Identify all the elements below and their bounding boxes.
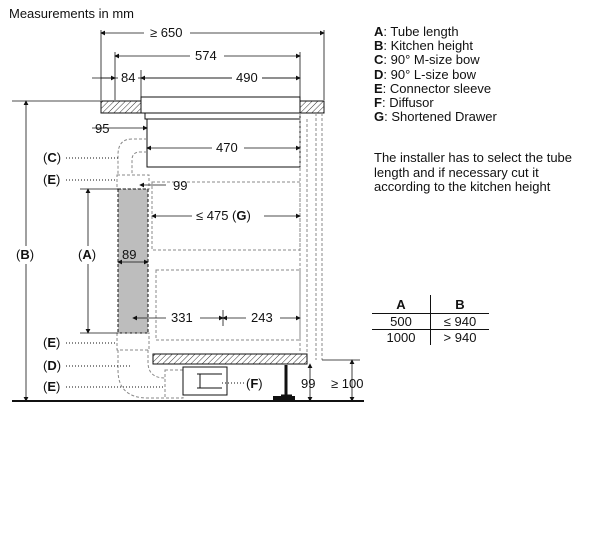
- table-header-a: A: [372, 295, 431, 314]
- svg-text:≤ 475 (G): ≤ 475 (G): [196, 208, 251, 223]
- svg-text:(C): (C): [43, 150, 62, 165]
- label-c: C: [47, 150, 57, 165]
- label-e-top: E: [47, 172, 57, 187]
- table-cell: 500: [372, 314, 431, 330]
- label-d: D: [47, 358, 57, 373]
- table-header-b: B: [431, 295, 490, 314]
- svg-text:(E): (E): [43, 335, 61, 350]
- diagram-title: Measurements in mm: [9, 6, 134, 21]
- svg-text:(E): (E): [43, 172, 61, 187]
- legend-item: D: 90° L-size bow: [374, 66, 477, 82]
- dim-99-top: 99: [173, 178, 188, 193]
- svg-text:(F): (F): [246, 376, 263, 391]
- dim-475: ≤ 475: [196, 208, 229, 223]
- legend-item: C: 90° M-size bow: [374, 52, 480, 68]
- connector-sleeve-mid: [117, 333, 149, 350]
- legend-item: B: Kitchen height: [374, 38, 474, 54]
- legend-item: E: Connector sleeve: [374, 80, 492, 96]
- dim-490: 490: [236, 70, 258, 85]
- connector-sleeve-bottom: [165, 370, 183, 398]
- svg-text:(D): (D): [43, 358, 62, 373]
- dim-99-bottom: 99: [301, 376, 316, 391]
- label-f: F: [250, 376, 259, 391]
- worktop-left: [101, 101, 141, 113]
- connector-sleeve-top: [117, 175, 149, 189]
- dim-84: 84: [121, 70, 136, 85]
- label-e-bottom: E: [47, 379, 57, 394]
- dim-243: 243: [251, 310, 273, 325]
- svg-text:(B): (B): [16, 247, 35, 262]
- legend-item: A: Tube length: [374, 24, 459, 39]
- legend-item: F: Diffusor: [374, 94, 434, 110]
- adjustable-foot: [281, 365, 292, 396]
- dim-475-ref: G: [236, 208, 247, 223]
- label-a: A: [82, 247, 92, 262]
- dim-95: 95: [95, 121, 110, 136]
- dim-650: ≥ 650: [150, 25, 183, 40]
- label-b: B: [20, 247, 30, 262]
- table-cell: ≤ 940: [431, 314, 490, 330]
- lower-drawer: [156, 270, 300, 340]
- hob: [141, 97, 300, 113]
- table-cell: 1000: [372, 330, 431, 346]
- svg-text:(E): (E): [43, 379, 61, 394]
- dim-470: 470: [216, 140, 238, 155]
- plinth: [153, 354, 307, 364]
- label-e-mid: E: [47, 335, 57, 350]
- svg-text:(A): (A): [78, 247, 97, 262]
- table-cell: > 940: [443, 330, 477, 345]
- diffusor: [183, 367, 227, 395]
- dim-574: 574: [195, 48, 217, 63]
- worktop-right: [300, 101, 324, 113]
- installer-note: The installer has to select the tube length and if necessary cut it according to the kitchen height: [374, 150, 573, 194]
- dim-331: 331: [171, 310, 193, 325]
- dim-100: ≥ 100: [331, 376, 364, 391]
- legend-item: G: Shortened Drawer: [374, 109, 497, 125]
- dim-89: 89: [122, 247, 137, 262]
